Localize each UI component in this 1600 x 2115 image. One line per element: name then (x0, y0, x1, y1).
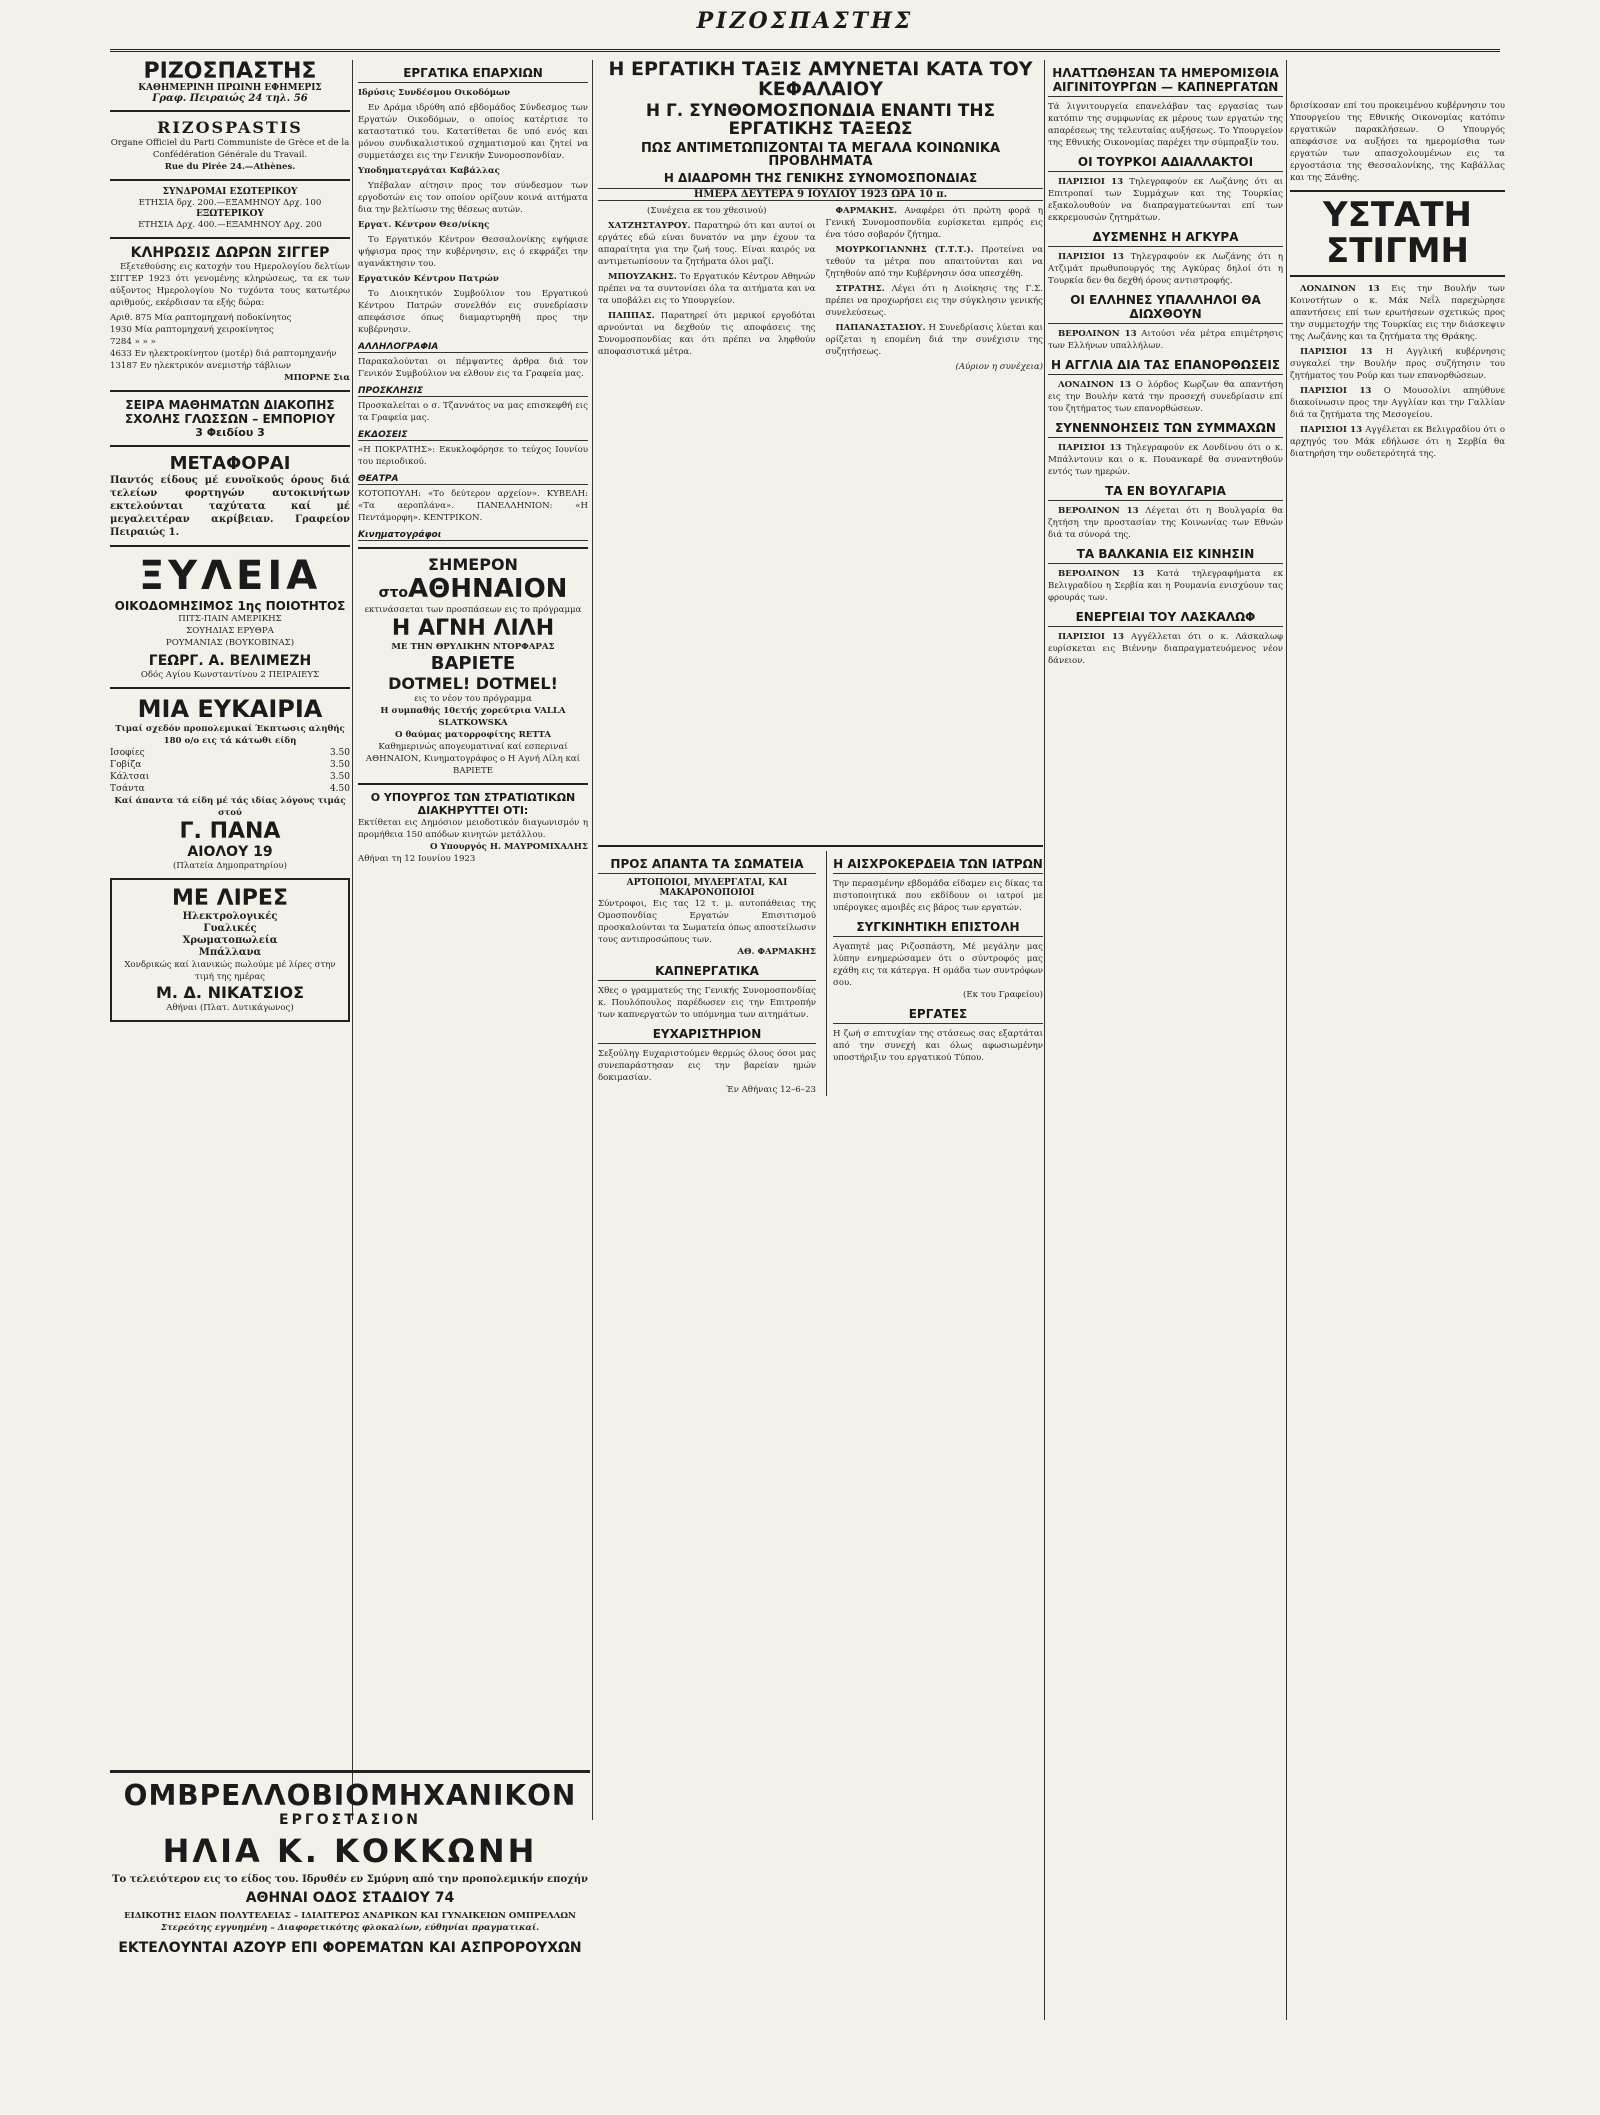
prize-list (110, 312, 350, 372)
wood-seller: ΓΕΩΡΓ. Α. ΒΕΛΙΜΕΖΗ (148, 653, 312, 670)
program-line: Η συμπαθής 10ετής χορεύτρια VALLA SLATKOWSKA (380, 706, 566, 728)
divider (1290, 275, 1505, 277)
news-item: ΛΟΝΔΙΝΟΝ 13 Εις την Βουλήν των Κοινοτήτων ο κ. Μάκ Νεΐλ παρεχώρησε απαντήσεις επί των ερωτήσεων σχετικώς προς την συμμετοχήν της Τουρκίας εις την διάσκεψιν της Λωζάνης και τα ζητήματα της Θράκης. (1290, 284, 1505, 343)
latin-address: Rue du Pirée 24.—Athènes. (164, 162, 296, 173)
news-item: ΠΑΡΙΣΙΟΙ 13 Τηλεγραφούν εκ Λωζάνης ότι η Ατζιμάτ πρωθυπουργός της Αγκύρας δηλοί ότι η Τουρκία δεν θα δεχθή όρους αντιστροφής. (1048, 252, 1283, 286)
dateline: ΗΜΕΡΑ ΔΕΥΤΕΡΑ 9 ΙΟΥΛΙΟΥ 1923 ΩΡΑ 10 π. (598, 188, 1043, 201)
divider (1290, 190, 1505, 192)
athinaion-title: στοΑΘΗΝΑΙΟΝ (378, 574, 568, 604)
article-text: Σύντροφοι, Εις τας 12 τ. μ. αυτοπάθειας της Ομοσπονδίας Εργατών Επισιτισμού προσκαλούνται τα Σωματεία όπως αποστείλωσιν τους αντιπροσώπους των. (598, 899, 816, 946)
column-3 (598, 60, 1043, 1520)
lires-item: Γυαλικές (203, 923, 257, 935)
program-line: εις το νέον του πρόγραμμα (414, 694, 532, 704)
news-item: ΠΑΡΙΣΙΟΙ 13 Ο Μουσολίνι απηύθυνε διακοίνωσιν προς την Αγγλίαν και την Γαλλίαν διά τα ζητήματα της Μεσογείου. (1290, 386, 1505, 421)
ad-subtitle: ΕΡΓΟΣΤΑΣΙΟΝ (279, 1812, 421, 1828)
program-line: Καθημερινώς απογευματιναί καί εσπεριναί (378, 742, 568, 752)
latin-subtitle: Organe Officiel du Parti Communiste de Grèce et de la Confédération Générale du Travail. (110, 138, 350, 161)
ad-footer: ΕΚΤΕΛΟΥΝΤΑΙ ΑΖΟΥΡ ΕΠΙ ΦΟΡΕΜΑΤΩΝ ΚΑΙ ΑΣΠΡΟΡΟΥΧΩΝ (118, 1940, 582, 1956)
ad-name: ΗΛΙΑ Κ. ΚΟΚΚΩΝΗ (162, 1832, 538, 1870)
column-2 (358, 60, 588, 1790)
wood-subtitle: ΟΙΚΟΔΟΜΗΣΙΜΟΣ 1ης ΠΟΙΟΤΗΤΟΣ (114, 599, 346, 614)
athinaion-sub: εκτινάσσεται των προσπάσεων εις το πρόγραμμα (364, 605, 582, 615)
table-row: Γοβίζα 3.50 (110, 760, 350, 771)
article-signature: (Εκ του Γραφείου) (962, 990, 1043, 1001)
wood-line: ΠΙΤΣ-ΠΑΙΝ ΑΜΕΡΙΚΗΣ (178, 614, 282, 625)
section-heading: ΕΝΕΡΓΕΙΑΙ ΤΟΥ ΛΑΣΚΑΛΩΦ (1048, 610, 1283, 627)
prize-item: Αριθ. 875 Μία ραπτομηχανή ποδοκίνητος (110, 313, 292, 324)
section-heading: Η ΑΙΣΧΡΟΚΕΡΔΕΙΑ ΤΩΝ ΙΑΤΡΩΝ (833, 857, 1043, 874)
article-text: Την περασμένην εβδομάδα είδαμεν εις δίκας τα πιστοποιητικά που εκδίδουν οι ιατροί με υπέρογκες αμοιβές εις βάρος των εργατών. (833, 879, 1043, 914)
wood-line: ΣΟΥΗΔΙΑΣ ΕΡΥΘΡΑ (186, 626, 274, 637)
section-heading: ΕΡΓΑΤΙΚΑ ΕΠΑΡΧΙΩΝ (358, 66, 588, 83)
price-table (110, 747, 350, 795)
subscription-heading: ΕΞΩΤΕΡΙΚΟΥ (196, 209, 264, 220)
theatres-text: ΚΟΤΟΠΟΥΛΗ: «Το δεύτερον αρχείον». ΚΥΒΕΛΗ: «Τα αεροπλάνα». ΠΑΝΕΛΛΗΝΙΟΝ: «Η Πεντάμορφη». ΚΕΝΤΡΙΚΟΝ. (358, 489, 588, 523)
section-heading: ΚΑΠΝΕΡΓΑΤΙΚΑ (598, 964, 816, 981)
table-row: Κάλτσαι 3.50 (110, 772, 350, 783)
news-item: ΒΕΡΟΛΙΝΟΝ 13 Αιτούσι νέα μέτρα επιμέτρησις των Ελλήνων υπαλλήλων. (1048, 329, 1283, 351)
article-text: δρισίκοσαν επί του προκειμένου κυβέρνησιν του Υπουργείου της Εθνικής Οικονομίας κατόπιν εργατικών παρακλήσεων. Ο Υπουργός απεφάσισε να αυξήσει τα ημερομίσθια των εργατών των απασχολουμένων εις τα εργοστάσια της Θεσσαλονίκης, της Καβάλλας και της Ξάνθης. (1290, 101, 1505, 183)
section-heading: Η ΑΓΓΛΙΑ ΔΙΑ ΤΑΣ ΕΠΑΝΟΡΘΩΣΕΙΣ (1048, 358, 1283, 375)
divider (110, 687, 350, 689)
minister-title: Ο ΥΠΟΥΡΓΟΣ ΤΩΝ ΣΤΡΑΤΙΩΤΙΚΩΝ ΔΙΑΚΗΡΥΤΤΕΙ ΟΤΙ: (370, 791, 576, 817)
table-row: Ισοφίες 3.50 (110, 748, 350, 759)
divider (358, 783, 588, 785)
lessons-address: 3 Φειδίου 3 (195, 426, 265, 440)
subscription-line: ΕΤΗΣΙΑ Δρχ. 400.—ΕΞΑΜΗΝΟΥ Δρχ. 200 (138, 220, 322, 231)
lires-item: Μπάλλανα (198, 947, 262, 959)
minister-text: Εκτίθεται εις Δημόσιον μειοδοτικόν διαγωνισμόν η προμήθεια 150 απόδων κινητών μετάλλου. (358, 818, 588, 840)
news-item: ΠΑΡΙΣΙΟΙ 13 Η Αγγλική κυβέρνησις συγκαλεί την Βουλήν προς συζήτησιν του ζητήματος του Ρούρ και των επανορθώσεων. (1290, 347, 1505, 382)
dotmel-title: DOTMEL! DOTMEL! (388, 674, 558, 693)
sub-column-left (598, 851, 816, 1096)
transport-text: Παντός είδους μέ ευνοϊκούς όρους διά τελείων φορτηγών αυτοκινήτων εκτελούνται ταχύτατα καί μέ μεγαλειτέραν ακρίβειαν. Γραφείον Πειραιώς 1. (110, 475, 350, 539)
masthead-title: ΡΙΖΟΣΠΑΣΤΗΣ (696, 8, 914, 34)
section-heading: ΣΥΝΕΝΝΟΗΣΕΙΣ ΤΩΝ ΣΥΜΜΑΧΩΝ (1048, 421, 1283, 438)
headline: ΠΩΣ ΑΝΤΙΜΕΤΩΠΙΖΟΝΤΑΙ ΤΑ ΜΕΓΑΛΑ ΚΟΙΝΩΝΙΚΑ ΠΡΟΒΛΗΜΑΤΑ (640, 140, 1001, 170)
label-publications: ΕΚΔΟΣΕΙΣ (358, 430, 588, 441)
lires-ad (110, 878, 350, 1022)
news-item: ΒΕΡΟΛΙΝΟΝ 13 Λέγεται ότι η Βουλγαρία θα ζητήση την προστασίαν της Κοινωνίας των Εθνών διά τα σύνορά της. (1048, 506, 1283, 540)
chance-subtitle: Τιμαί σχεδόν προπολεμικαί Έκπτωσις αληθής 180 ο/ο εις τά κάτωθι είδη (115, 724, 345, 747)
masthead (110, 8, 1500, 52)
lottery-text: Εξετεθούσης εις κατοχήν του Ημερολογίου δελτίων ΣΙΓΓΕΡ 1923 ότι γενομένης κληρώσεως, τα εκ των αύξοντος Ημερολογίου Νο τυχόντα τους κατωτέρω αριθμούς, εκέρδισαν τα εξής δώρα: (110, 262, 350, 309)
section-heading: ΣΥΓΚΙΝΗΤΙΚΗ ΕΠΙΣΤΟΛΗ (833, 920, 1043, 937)
lottery-signature: ΜΠΟΡΝΕ Σια (284, 373, 350, 384)
lires-address: Αθήναι (Πλατ. Δυτικάγωνος) (166, 1003, 294, 1014)
label-theatres: ΘΕΑΤΡΑ (358, 474, 588, 485)
main-article: (Συνέχεια εκ του χθεσινού) ΧΑΤΖΗΣΤΑΥΡΟΥ. Παρατηρώ ότι και αυτοί οι εργάτες εδώ είναι δυνατόν να μην έχουν τα απαραίτητα για την ζωή τους. Είναι καιρός να αντιμετωπίσουν τα ζητήματα όλοι μαζί. ΜΠΟΥΖΑΚΗΣ. Το Εργατικόν Κέντρον Αθηνών πρέπει να τα συντονίσει όλα τα αιτήματα και να τα υποβάλει εις το Υπουργείον. ΠΑΠΠΑΣ. Παρατηρεί ότι μερικοί εργοδόται αρνούνται να δεχθούν τις αποφάσεις της Συνομοσπονδίας και ότι πρέπει να ληφθούν αποφασιστικά μέτρα. ΦΑΡΜΑΚΗΣ. Αναφέρει ότι πρώτη φορά η Γενική Συνομοσπονδία ευρίσκεται εμπρός εις ένα τόσο σοβαρόν ζήτημα. ΜΟΥΡΚΟΓΙΑΝΝΗΣ (Τ.Τ.Τ.). Προτείνει να τεθούν τα μέτρα που απαιτούνται και να ζητηθούν από την Κυβέρνησιν όσα υπεσχέθη. ΣΤΡΑΤΗΣ. Λέγει ότι η Διοίκησις της Γ.Σ. πρέπει να προχωρήσει εις την σύγκλησιν γενικής συνελεύσεως. ΠΑΠΑΝΑΣΤΑΣΙΟΥ. Η Συνεδρίασις λύεται και ορίζεται η επομένη διά την συνέχισιν της συζητήσεως. (Αύριον η συνέχεια) (598, 206, 1043, 373)
column-rule (1044, 60, 1045, 2020)
divider (110, 390, 350, 392)
news-item: ΠΑΡΙΣΙΟΙ 13 Αγγέλλεται ότι ο κ. Λάσκαλωφ ευρίσκεται εις Βιέννην διαπραγματευόμενος νέον δάνειον. (1048, 632, 1283, 666)
article: Ιδρύσις Συνδέσμου Οικοδόμων Εν Δράμα ιδρύθη από εβδομάδος Σύνδεσμος των Εργατών Οικοδόμων, ο οποίος κατέρτισε το καταστατικό του. Κατατίθεται δε υπό ενός και μόνου συνδικαλιστικού σχηματισμού και ζητεί να συμμετάσχει εις την Γενικήν Συνομοσπονδίαν. Υποδηματεργάται Καβάλλας Υπέβαλαν αίτησιν προς τον σύνδεσμον των εργοδοτών εις τον οποίον ορίζουν κοινά αιτήματα δια την βελτίωσιν της θέσεως αυτών. Εργατ. Κέντρον Θεσ/νίκης Το Εργατικόν Κέντρον Θεσσαλονίκης εψήφισε ψήφισμα προς την κυβέρνησιν, εις ό εκφράζει την αγανάκτησιν του. Εργατικόν Κέντρον Πατρών Το Διοικητικόν Συμβούλιον του Εργατικού Κέντρου Πατρών συνελθόν εις συνεδρίασιν απεφάσισε όπως διαμαρτυρηθή προς την κυβέρνησιν. (358, 88, 588, 335)
last-minute-title: ΥΣΤΑΤΗ ΣΤΙΓΜΗ (1323, 195, 1472, 271)
label-correspondence: ΑΛΛΗΛΟΓΡΑΦΙΑ (358, 342, 588, 353)
today-label: ΣΗΜΕΡΟΝ (428, 555, 518, 574)
section-heading: ΕΥΧΑΡΙΣΤΗΡΙΟΝ (598, 1027, 816, 1044)
section-heading: ΠΡΟΣ ΑΠΑΝΤΑ ΤΑ ΣΩΜΑΤΕΙΑ (598, 857, 816, 874)
article-signature: ΑΘ. ΦΑΡΜΑΚΗΣ (737, 947, 816, 958)
lires-name: Μ. Δ. ΝΙΚΑΤΣΙΟΣ (155, 983, 305, 1003)
latin-title: RIZOSPASTIS (157, 118, 303, 138)
invitation-text: Προσκαλείται ο σ. Τζαννάτος να μας επισκεφθή εις τα Γραφεία μας. (358, 401, 588, 423)
chance-address: ΑΙΟΛΟΥ 19 (187, 844, 273, 861)
table-row: Τσάντα 4.50 (110, 784, 350, 795)
ad-title: ΟΜΒΡΕΛΛΟΒΙΟΜΗΧΑΝΙΚΟΝ (123, 1779, 577, 1812)
section-subheading: ΑΡΤΟΠΟΙΟΙ, ΜΥΛΕΡΓΑΤΑΙ, ΚΑΙ ΜΑΚΑΡΟΝΟΠΟΙΟΙ (626, 878, 788, 899)
publications-text: «Η ΠΟΚΡΑΤΗΣ»: Εκυκλοφόρησε το τεύχος Ιουνίου του περιοδικού. (358, 445, 588, 467)
lires-title: ΜΕ ΛΙΡΕΣ (172, 886, 288, 912)
lires-line: Χονδρικώς καί λιανικώς πωλούμε μέ λίρες στην τιμή της ημέρας (124, 960, 336, 983)
prize-item: 7284 » » » (110, 337, 156, 348)
subscription-line: ΕΤΗΣΙΑ δρχ. 200.—ΕΞΑΜΗΝΟΥ Δρχ. 100 (138, 198, 322, 209)
article-text: Χθες ο γραμματεύς της Γενικής Συνομοσπονδίας κ. Πουλόπουλος παρέδωσεν εις την Επιτροπήν των καπνεργατών το υπόμνημα των αιτημάτων. (598, 986, 816, 1021)
sub-column-right (826, 851, 1043, 1096)
correspondence-text: Παρακαλούνται οι πέμψαντες άρθρα διά τον Γενικόν Συμβούλιον να ελθουν εις τα Γραφεία μας. (358, 357, 588, 379)
column-rule (352, 60, 353, 1820)
divider (110, 545, 350, 547)
variete-title: ΒΑΡΙΕΤΕ (430, 653, 516, 674)
lottery-title: ΚΛΗΡΩΣΙΣ ΔΩΡΩΝ ΣΙΓΓΕΡ (130, 245, 330, 262)
news-item: ΒΕΡΟΛΙΝΟΝ 13 Κατά τηλεγραφήματα εκ Βελιγραδίου η Σερβία και η Ρουμανία ενισχύουν τας φρουράς των. (1048, 569, 1283, 603)
section-heading: ΗΛΑΤΤΩΘΗΣΑΝ ΤΑ ΗΜΕΡΟΜΙΣΘΙΑ ΑΙΓΙΝΙΤΟΥΡΓΩΝ — ΚΑΠΝΕΡΓΑΤΩΝ (1048, 66, 1283, 97)
section-heading: ΔΥΣΜΕΝΗΣ Η ΑΓΚΥΡΑ (1048, 230, 1283, 247)
article-text: Σεξούληγ Ευχαριστούμεν θερμώς όλους όσοι μας συνεπαράστησαν εις την βαρείαν ημών δοκιμασίαν. (598, 1049, 816, 1084)
film-sub: ΜΕ ΤΗΝ ΘΡΥΛΙΚΗΝ ΝΤΟΡΦΑΡΑΣ (391, 642, 555, 652)
headline: Η ΔΙΑΔΡΟΜΗ ΤΗΣ ΓΕΝΙΚΗΣ ΣΥΝΟΜΟΣΠΟΝΔΙΑΣ (663, 170, 978, 185)
section-heading: ΟΙ ΤΟΥΡΚΟΙ ΑΔΙΑΛΛΑΚΤΟΙ (1048, 155, 1283, 172)
section-heading: ΕΡΓΑΤΕΣ (833, 1007, 1043, 1024)
minister-date: Αθήναι τη 12 Ιουνίου 1923 (358, 854, 476, 864)
lires-item: Χρωματοπωλεία (182, 935, 278, 947)
prize-item: 4633 Εν ηλεκτροκίνητον (μοτέρ) διά ραπτομηχανήν (110, 349, 337, 360)
news-item: ΛΟΝΔΙΝΟΝ 13 Ο λόρδος Κωρζων θα απαντήση εις την Βουλήν κατά την προσεχή συνεδρίασιν επί του ζητήματος των επανορθώσεων. (1048, 380, 1283, 414)
column-4 (1048, 60, 1283, 1990)
column-rule (592, 60, 593, 1820)
headline: Η ΕΡΓΑΤΙΚΗ ΤΑΞΙΣ ΑΜΥΝΕΤΑΙ ΚΑΤΑ ΤΟΥ ΚΕΦΑΛΑΙΟΥ (608, 60, 1033, 100)
column-5 (1290, 60, 1505, 1990)
label-invitation: ΠΡΟΣΚΛΗΣΙΣ (358, 386, 588, 397)
ad-tagline: Στερεότης εγγυημένη – Διαφορετικότης φλοκαλίων, εύθηνίαι πραγματικαί. (160, 1923, 540, 1933)
umbrella-ad (110, 1770, 590, 2110)
film-title: Η ΑΓΝΗ ΛΙΛΗ (391, 616, 555, 641)
ad-products: ΕΙΔΙΚΟΤΗΣ ΕΙΔΩΝ ΠΟΛΥΤΕΛΕΙΑΣ – ΙΔΙΑΙΤΕΡΩΣ ΑΝΔΡΙΚΩΝ ΚΑΙ ΓΥΝΑΙΚΕΙΩΝ ΟΜΠΡΕΛΛΩΝ (124, 1911, 576, 1921)
section-heading: ΤΑ ΒΑΛΚΑΝΙΑ ΕΙΣ ΚΙΝΗΣΙΝ (1048, 547, 1283, 564)
lires-item: Ηλεκτρολογικές (182, 911, 278, 923)
article-text: Αγαπητέ μας Ριζοσπάστη, Μέ μεγάλην μας λύπην ενημερώσαμεν ότι ο σύντροφός μας εχάθη εις τα κάτεργα. Η ομάδα των συντρόφων σου. (833, 942, 1043, 989)
subscription-heading: ΣΥΝΔΡΟΜΑΙ ΕΣΩΤΕΡΙΚΟΥ (162, 187, 298, 198)
minister-sign: Ο Υπουργός Η. ΜΑΥΡΟΜΙΧΑΛΗΣ (429, 842, 588, 852)
section-heading: ΟΙ ΕΛΛΗΝΕΣ ΥΠΑΛΛΗΛΟΙ ΘΑ ΔΙΩΧΘΟΥΝ (1048, 293, 1283, 324)
article-text: Η ζωή σ επιτυχίαν της στάσεως σας εξαρτάται από την συνεχή και όλως αφωσιωμένην υποστήριξιν του εργατικού Τύπου. (833, 1029, 1043, 1064)
athinaion-footer: ΑΘΗΝΑΙΟΝ, Κινηματογράφος ο Η Αγνή Λίλη καί ΒΑΡΙΕΤΕ (365, 754, 581, 776)
label-cinemas: Κινηματογράφοι (358, 530, 588, 541)
wood-address: Οδός Αγίου Κωνσταντίνου 2 ΠΕΙΡΑΙΕΥΣ (140, 670, 320, 681)
section-heading: ΤΑ ΕΝ ΒΟΥΛΓΑΡΙΑ (1048, 484, 1283, 501)
chance-title: ΜΙΑ ΕΥΚΑΙΡΙΑ (137, 695, 323, 724)
news-item: ΠΑΡΙΣΙΟΙ 13 Τηλεγραφούν εκ Λονδίνου ότι ο κ. Μπάλντουιν και ο κ. Πουανκαρέ θα συναντηθούν εντός των ημερών. (1048, 443, 1283, 477)
article-text: Τά λιγνιτουργεία επανελάβαν τας εργασίας των κατόπιν της συμφωνίας εκ μέρους των εργατών της απαρέσεως της τελευταίας αυξήσεως. Το Υπουργείον της Εθνικής Οικονομίας παρέχει την σύμπραξίν του. (1048, 102, 1283, 148)
paper-name: ΡΙΖΟΣΠΑΣΤΗΣ (143, 60, 317, 84)
lessons-title: ΣΕΙΡΑ ΜΑΘΗΜΑΤΩΝ ΔΙΑΚΟΠΗΣ ΣΧΟΛΗΣ ΓΛΩΣΣΩΝ – ΕΜΠΟΡΙΟΥ (124, 398, 336, 427)
transport-title: ΜΕΤΑΦΟΡΑΙ (169, 453, 291, 475)
news-item: ΠΑΡΙΣΙΟΙ 13 Αγγέλεται εκ Βελιγραδίου ότι ο αρχηγός του Μάκ εδήλωσε ότι η Σερβία θα διατηρήση την ουδετερότητά της. (1290, 425, 1505, 460)
divider (110, 237, 350, 239)
chance-footer: Καί άπαντα τά είδη μέ τάς ιδίας λόγους τιμάς στού (114, 796, 346, 819)
paper-address: Γραφ. Πειραιώς 24 τηλ. 56 (152, 93, 308, 105)
ad-text: Το τελειότερον εις το είδος του. Ιδρυθέν εν Σμύρνη από την προπολεμικήν εποχήν (112, 1874, 588, 1885)
divider (110, 179, 350, 181)
prize-item: 1930 Μία ραπτομηχανή χειροκίνητος (110, 325, 274, 336)
divider (110, 445, 350, 447)
paper-subtitle: ΚΑΘΗΜΕΡΙΝΗ ΠΡΩΙΝΗ ΕΦΗΜΕΡΙΣ (138, 83, 322, 94)
divider (110, 110, 350, 112)
program-line: Ο θαύμας ματορροφίτης RETTA (394, 730, 552, 740)
wood-line: ΡΟΥΜΑΝΙΑΣ (ΒΟΥΚΟΒΙΝΑΣ) (165, 638, 295, 649)
divider (358, 547, 588, 549)
headline: Η Γ. ΣΥΝΘΟΜΟΣΠΟΝΔΙΑ ΕΝΑΝΤΙ ΤΗΣ ΕΡΓΑΤΙΚΗΣ ΤΑΞΕΩΣ (645, 100, 996, 139)
prize-item: 13187 Εν ηλεκτρικόν ανεμιστήρ τάβλιων (110, 361, 291, 372)
article-signature: Έν Αθήναις 12–6–23 (725, 1085, 816, 1096)
news-item: ΠΑΡΙΣΙΟΙ 13 Τηλεγραφούν εκ Λωζάνης ότι αι Επιτροπαί των Συμμάχων και της Τουρκίας εξακολουθούν να διαπραγματεύωνται επί των εκκρεμουσών ζητημάτων. (1048, 177, 1283, 223)
chance-name: Γ. ΠΑΝΑ (179, 819, 281, 845)
chance-square: (Πλατεία Δημοπρατηρίου) (173, 861, 287, 872)
ad-address: ΑΘΗΝΑΙ ΟΔΟΣ ΣΤΑΔΙΟΥ 74 (245, 1890, 455, 1906)
wood-title: ΞΥΛΕΙΑ (138, 553, 322, 600)
column-rule (1286, 60, 1287, 2020)
